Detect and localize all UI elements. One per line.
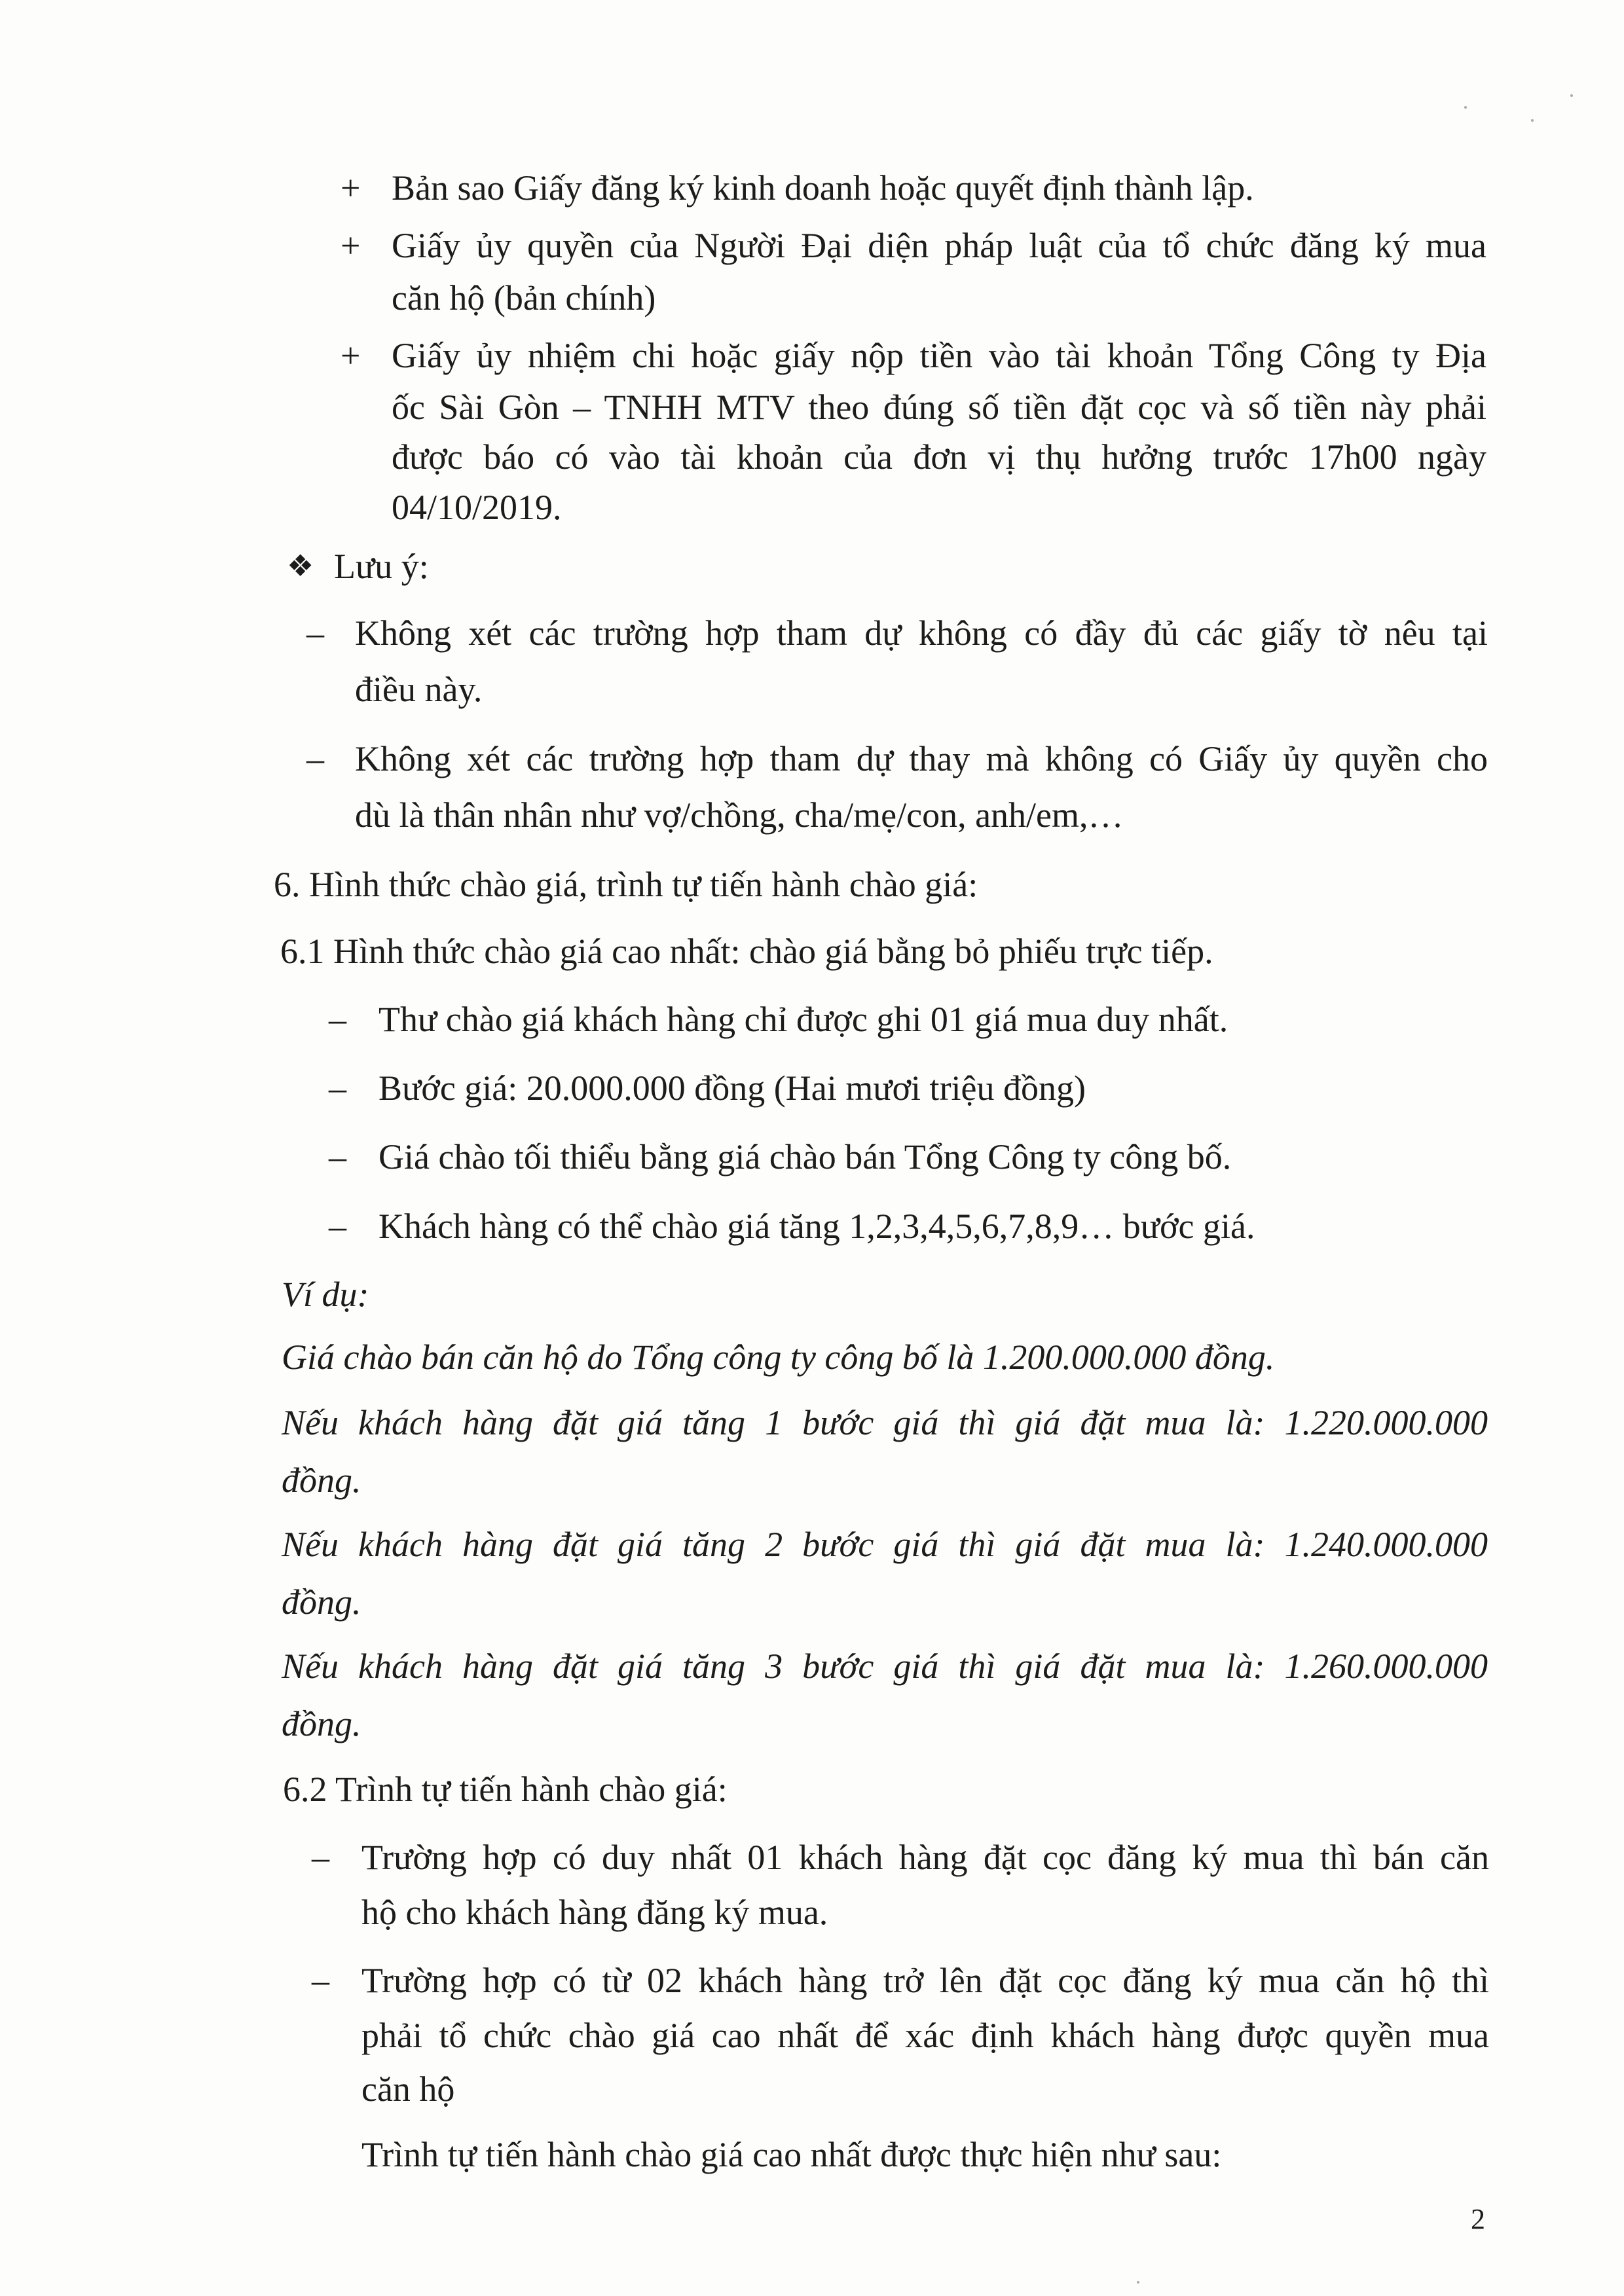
s62-item-2-line-3: căn hộ [361, 2069, 455, 2109]
s61-item-4: Khách hàng có thể chào giá tăng 1,2,3,4,5,6,7,8,9… bước giá. [378, 1207, 1255, 1246]
s62-item-1-line-1: Trường hợp có duy nhất 01 khách hàng đặt cọc đăng ký mua thì bán căn [361, 1838, 1489, 1877]
example-1-line-2: đồng. [282, 1461, 361, 1500]
doc-item-3-line-4: 04/10/2019. [392, 488, 562, 527]
scan-speck [1137, 2281, 1139, 2284]
page-number: 2 [1471, 2203, 1485, 2235]
note-item-2-line-2: dù là thân nhân như vợ/chồng, cha/mẹ/con, anh/em,… [355, 795, 1124, 835]
diamond-bullet-icon: ❖ [287, 549, 314, 583]
section-6-2-heading: 6.2 Trình tự tiến hành chào giá: [283, 1770, 728, 1809]
doc-item-3-line-2: ốc Sài Gòn – TNHH MTV theo đúng số tiền đặt cọc và số tiền này phải [392, 388, 1486, 427]
s61-item-2: Bước giá: 20.000.000 đồng (Hai mươi triệu đồng) [378, 1068, 1086, 1108]
plus-bullet: + [341, 168, 361, 208]
dash-bullet: – [306, 739, 324, 778]
plus-bullet: + [341, 226, 361, 265]
example-heading: Ví dụ: [282, 1275, 369, 1314]
doc-item-1: Bản sao Giấy đăng ký kinh doanh hoặc quyết định thành lập. [392, 168, 1254, 208]
example-2-line-2: đồng. [282, 1582, 361, 1622]
plus-bullet: + [341, 336, 361, 375]
scan-speck [1464, 106, 1467, 109]
s61-item-1: Thư chào giá khách hàng chỉ được ghi 01 giá mua duy nhất. [378, 1000, 1228, 1039]
s62-item-1-line-2: hộ cho khách hàng đăng ký mua. [361, 1893, 828, 1932]
doc-item-3-line-3: được báo có vào tài khoản của đơn vị thụ hưởng trước 17h00 ngày [392, 437, 1486, 477]
dash-bullet: – [329, 1000, 346, 1039]
dash-bullet: – [312, 1838, 329, 1877]
dash-bullet: – [329, 1137, 346, 1176]
scan-speck [1570, 94, 1573, 97]
dash-bullet: – [329, 1207, 346, 1246]
dash-bullet: – [329, 1068, 346, 1108]
s62-item-2-line-2: phải tổ chức chào giá cao nhất để xác định khách hàng được quyền mua [361, 2016, 1489, 2055]
doc-item-2-line-1: Giấy ủy quyền của Người Đại diện pháp luật của tổ chức đăng ký mua [392, 226, 1486, 265]
s62-item-2-line-1: Trường hợp có từ 02 khách hàng trở lên đặt cọc đăng ký mua căn hộ thì [361, 1961, 1489, 2000]
scan-speck [1531, 119, 1534, 122]
s61-item-3: Giá chào tối thiểu bằng giá chào bán Tổng Công ty công bố. [378, 1137, 1232, 1176]
example-1-line-1: Nếu khách hàng đặt giá tăng 1 bước giá thì giá đặt mua là: 1.220.000.000 [282, 1403, 1488, 1442]
example-base-price: Giá chào bán căn hộ do Tổng công ty công bố là 1.200.000.000 đồng. [282, 1338, 1275, 1377]
dash-bullet: – [306, 613, 324, 653]
procedure-intro: Trình tự tiến hành chào giá cao nhất được thực hiện như sau: [361, 2135, 1222, 2174]
example-2-line-1: Nếu khách hàng đặt giá tăng 2 bước giá thì giá đặt mua là: 1.240.000.000 [282, 1525, 1488, 1564]
section-6-heading: 6. Hình thức chào giá, trình tự tiến hành chào giá: [274, 865, 978, 904]
example-3-line-2: đồng. [282, 1704, 361, 1743]
note-item-2-line-1: Không xét các trường hợp tham dự thay mà không có Giấy ủy quyền cho [355, 739, 1488, 778]
note-heading: Lưu ý: [334, 547, 429, 586]
dash-bullet: – [312, 1961, 329, 2000]
note-item-1-line-1: Không xét các trường hợp tham dự không có đầy đủ các giấy tờ nêu tại [355, 613, 1488, 653]
doc-item-3-line-1: Giấy ủy nhiệm chi hoặc giấy nộp tiền vào tài khoản Tổng Công ty Địa [392, 336, 1486, 375]
note-item-1-line-2: điều này. [355, 670, 483, 709]
doc-item-2-line-2: căn hộ (bản chính) [392, 278, 656, 318]
example-3-line-1: Nếu khách hàng đặt giá tăng 3 bước giá thì giá đặt mua là: 1.260.000.000 [282, 1647, 1488, 1686]
section-6-1-heading: 6.1 Hình thức chào giá cao nhất: chào giá bằng bỏ phiếu trực tiếp. [280, 932, 1213, 971]
